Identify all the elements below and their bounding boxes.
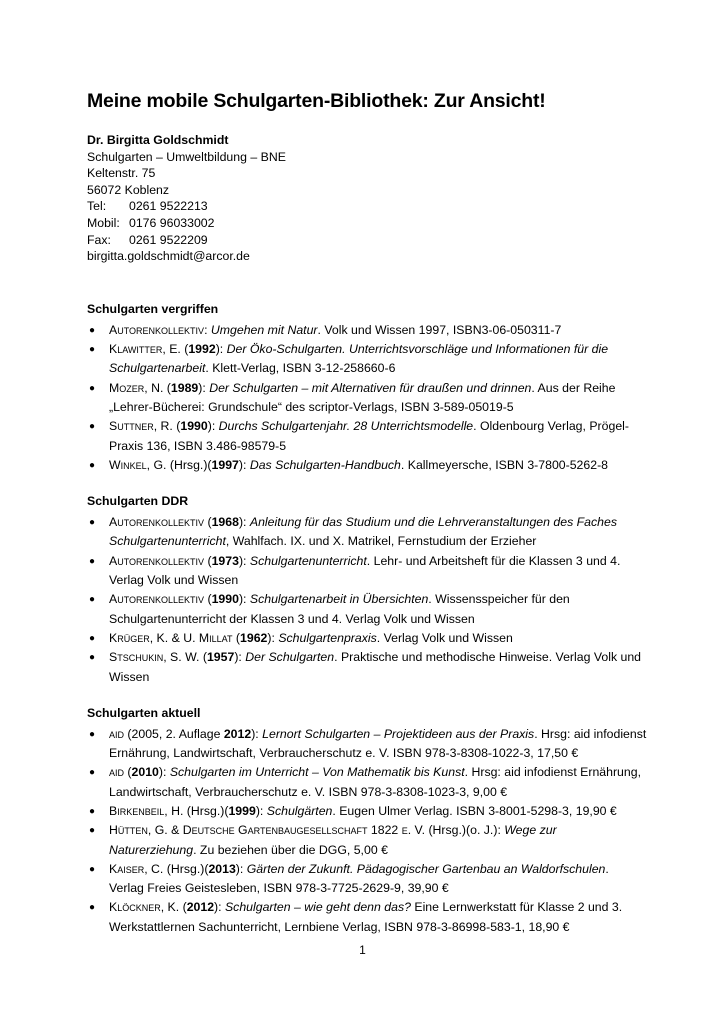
contact-fax-row: [87, 232, 647, 249]
reference-text: Autorenkollektiv: [109, 592, 205, 607]
reference-text: (: [204, 515, 212, 530]
reference-text: Mozer: [109, 380, 145, 395]
reference-text: Umgehen mit Natur: [210, 322, 318, 337]
section: [87, 493, 647, 687]
section-heading: Schulgarten aktuell: [87, 705, 201, 720]
reference-text: Der Schulgarten: [245, 650, 335, 665]
bullet-icon: ●: [89, 767, 96, 779]
bibliography-sections: [87, 301, 647, 937]
reference-text: Millat: [198, 630, 233, 645]
reference-text: ):: [238, 515, 250, 530]
reference-text: Stschukin: [109, 650, 164, 665]
reference-text: Schulgartenarbeit in Übersichten: [249, 592, 429, 607]
reference-text: 1973: [211, 553, 239, 568]
reference-text: ):: [238, 457, 250, 472]
reference-text: Gärten der Zukunft. Pädagogischer Gartenbau an Waldorfschulen: [246, 861, 606, 876]
bullet-icon: ●: [89, 324, 96, 336]
list-item: [87, 513, 647, 552]
list-item: [87, 763, 647, 802]
reference-text: Suttner: [109, 419, 154, 434]
reference-text: Klöckner: [109, 900, 161, 915]
reference-text: , K. & U.: [149, 630, 199, 645]
bullet-icon: ●: [89, 805, 96, 817]
section-heading: Schulgarten DDR: [87, 494, 189, 509]
reference-text: Kaiser: [109, 861, 145, 876]
bullet-icon: ●: [89, 421, 96, 433]
reference-text: . Verlag Volk und Wissen: [376, 630, 513, 645]
reference-text: Schulgartenpraxis: [278, 630, 377, 645]
section-heading: Schulgarten vergriffen: [87, 301, 219, 316]
reference-text: . Klett-Verlag, ISBN 3-12-258660-6: [205, 361, 396, 376]
reference-text: . Verlag Freies Geistesleben, ISBN 978-3-7725-2629-9, 39,90 €: [109, 861, 609, 896]
list-item: [87, 590, 647, 629]
reference-text: , E. (: [162, 342, 189, 357]
reference-text: . Hrsg: aid infodienst Ernährung, Landwirtschaft, Verbraucherschutz e. V. ISBN 978-3-8308-1022-3, 17,50 €: [109, 726, 647, 761]
reference-text: Krüger: [109, 630, 150, 645]
reference-text: ):: [255, 803, 267, 818]
reference-list: [87, 321, 647, 475]
reference-list: [87, 513, 647, 687]
bullet-icon: ●: [89, 652, 96, 664]
reference-text: , C. (Hrsg.)(: [144, 861, 209, 876]
reference-text: 1989: [170, 380, 199, 395]
reference-text: 2010: [131, 765, 159, 780]
reference-text: Das Schulgarten-Handbuch: [249, 457, 401, 472]
reference-text: . Zu beziehen über die DGG, 5,00 €: [193, 842, 388, 857]
reference-text: Schulgarten im Unterricht – Von Mathematik bis Kunst: [169, 765, 465, 780]
reference-text: Eine Lernwerkstatt für Klasse 2 und 3. Werkstattlernen Sachunterricht, Lernbiene Verlag, ISBN 978-3-86998-583-1, 18,90 €: [109, 900, 623, 934]
bullet-icon: ●: [89, 459, 96, 471]
reference-text: ):: [215, 342, 227, 357]
bullet-icon: ●: [89, 382, 96, 394]
reference-text: Autorenkollektiv: [109, 553, 205, 568]
reference-text: . Wissensspeicher für den Schulgartenunterricht der Klassen 3 und 4. Verlag Volk und Wissen: [109, 592, 570, 626]
reference-text: 1957: [206, 650, 235, 665]
reference-text: . Eugen Ulmer Verlag. ISBN 3-8001-5298-3, 19,90 €: [332, 803, 617, 818]
contact-mobil-row: [87, 215, 647, 232]
reference-text: Hütten: [109, 823, 148, 838]
reference-text: e: [401, 823, 408, 838]
reference-text: Deutsche Gartenbaugesellschaft: [182, 823, 368, 838]
reference-text: , G. (Hrsg.)(: [146, 457, 212, 472]
section: [87, 301, 647, 475]
list-item: [87, 417, 647, 456]
reference-text: Autorenkollektiv: [109, 322, 205, 337]
reference-text: , Wahlfach. IX. und X. Matrikel, Fernstudium der Erzieher: [225, 534, 537, 549]
list-item: [87, 725, 647, 764]
reference-list: [87, 725, 647, 937]
reference-text: Durchs Schulgartenjahr. 28 Unterrichtsmodelle: [218, 419, 474, 434]
bullet-icon: ●: [89, 863, 96, 875]
tel-value: 0261 9522213: [129, 199, 208, 214]
reference-text: , G. &: [147, 823, 183, 838]
reference-text: . Hrsg: aid infodienst Ernährung, Landwirtschaft, Verbraucherschutz e. V. ISBN 978-3-8308-1023-3, 9,00 €: [109, 765, 641, 799]
mobil-value: 0176 96033002: [129, 215, 215, 230]
reference-text: (2005, 2. Auflage: [124, 726, 224, 741]
reference-text: 2012: [186, 900, 215, 915]
reference-text: Winkel: [109, 457, 147, 472]
mobil-label: Mobil:: [87, 215, 120, 230]
list-item: [87, 821, 647, 860]
tel-label: Tel:: [87, 199, 107, 214]
reference-text: ):: [235, 861, 247, 876]
reference-text: ):: [267, 630, 279, 645]
reference-text: , R. (: [153, 419, 181, 434]
bullet-icon: ●: [89, 632, 96, 644]
fax-label: Fax:: [87, 232, 111, 247]
reference-text: , K. (: [160, 900, 187, 915]
reference-text: Wege zur Naturerziehung: [109, 823, 557, 857]
reference-text: 1999: [228, 803, 256, 818]
reference-text: Anleitung für das Studium und die Lehrveranstaltungen des Faches Schulgartenunterricht: [109, 515, 617, 549]
reference-text: 1990: [180, 419, 208, 434]
reference-text: . Praktische und methodische Hinweise. Verlag Volk und Wissen: [109, 650, 642, 684]
reference-text: Lernort Schulgarten – Projektideen aus der Praxis: [262, 726, 535, 741]
contact-street: Keltenstr. 75: [87, 166, 156, 181]
reference-text: 1990: [211, 592, 239, 607]
reference-text: . Volk und Wissen 1997, ISBN3-06-050311-7: [317, 322, 562, 337]
reference-text: (: [232, 630, 241, 645]
reference-text: , N. (: [144, 380, 171, 395]
reference-text: 1997: [211, 457, 239, 472]
list-item: [87, 629, 647, 648]
reference-text: Schulgärten: [266, 803, 333, 818]
reference-text: :: [204, 322, 211, 337]
reference-text: ):: [214, 900, 225, 915]
bullet-icon: ●: [89, 555, 96, 567]
contact-block: [87, 132, 647, 265]
bullet-icon: ●: [89, 825, 96, 837]
bullet-icon: ●: [89, 902, 96, 914]
reference-text: ):: [234, 650, 246, 665]
reference-text: . Oldenbourg Verlag, Prögel-Praxis 136, ISBN 3.486-98579-5: [109, 419, 629, 453]
list-item: [87, 648, 647, 687]
reference-text: , S. W. (: [163, 650, 207, 665]
bullet-icon: ●: [89, 594, 96, 606]
bullet-icon: ●: [89, 517, 96, 529]
reference-text: 1962: [240, 630, 268, 645]
reference-text: Der Öko-Schulgarten. Unterrichtsvorschläge und Informationen für die Schulgartenarbeit: [109, 342, 609, 376]
list-item: [87, 860, 647, 899]
list-item: [87, 802, 647, 821]
reference-text: 2013: [208, 861, 236, 876]
reference-text: Schulgarten – wie geht denn das?: [224, 900, 411, 915]
reference-text: aid: [109, 765, 125, 780]
reference-text: (: [204, 592, 212, 607]
list-item: [87, 898, 647, 937]
reference-text: . Kallmeyersche, ISBN 3-7800-5262-8: [400, 457, 609, 472]
contact-subtitle: Schulgarten – Umweltbildung – BNE: [87, 149, 286, 164]
reference-text: 2012: [223, 726, 252, 741]
reference-text: ):: [238, 592, 250, 607]
reference-text: . V. (Hrsg.)(o. J.):: [407, 823, 505, 838]
list-item: [87, 340, 647, 379]
contact-email[interactable]: birgitta.goldschmidt@arcor.de: [87, 249, 250, 264]
reference-text: Klawitter: [109, 342, 163, 357]
reference-text: 1992: [188, 342, 216, 357]
reference-text: ):: [158, 765, 170, 780]
reference-text: Birkenbeil: [109, 803, 165, 818]
document-page: [87, 88, 647, 937]
list-item: [87, 552, 647, 591]
reference-text: 1822: [367, 823, 402, 838]
reference-text: ):: [207, 419, 219, 434]
contact-tel-row: [87, 198, 647, 215]
contact-city: 56072 Koblenz: [87, 182, 170, 197]
reference-text: (: [204, 553, 212, 568]
fax-value: 0261 9522209: [129, 232, 208, 247]
reference-text: aid: [109, 726, 125, 741]
reference-text: Autorenkollektiv: [109, 515, 205, 530]
page-title: Meine mobile Schulgarten-Bibliothek: Zur Ansicht!: [87, 90, 546, 112]
reference-text: . Lehr- und Arbeitsheft für die Klassen 3 und 4. Verlag Volk und Wissen: [109, 553, 621, 588]
bullet-icon: ●: [89, 344, 96, 356]
reference-text: Schulgartenunterricht: [249, 553, 367, 568]
reference-text: Der Schulgarten – mit Alternativen für draußen und drinnen: [209, 380, 532, 395]
page-number: 1: [359, 943, 366, 957]
author-name: Dr. Birgitta Goldschmidt: [87, 133, 229, 147]
reference-text: 1968: [211, 515, 239, 530]
bullet-icon: ●: [89, 728, 96, 740]
reference-text: . Aus der Reihe „Lehrer-Bücherei: Grundschule“ des scriptor-Verlags, ISBN 3-589-05019-5: [109, 380, 616, 414]
list-item: [87, 456, 647, 475]
list-item: [87, 321, 647, 340]
section: [87, 705, 647, 937]
list-item: [87, 379, 647, 418]
reference-text: ):: [251, 726, 263, 741]
reference-text: (: [124, 765, 132, 780]
reference-text: , H. (Hrsg.)(: [164, 803, 229, 818]
reference-text: ):: [198, 380, 210, 395]
reference-text: ):: [238, 553, 250, 568]
